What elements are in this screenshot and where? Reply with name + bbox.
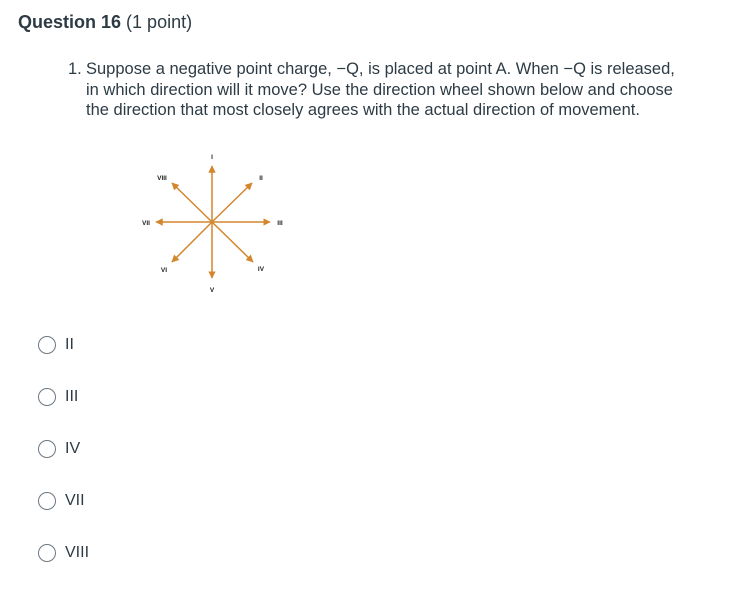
answer-label: IV: [65, 440, 81, 457]
radio-button[interactable]: [38, 336, 56, 354]
answer-option-iv[interactable]: [38, 438, 89, 460]
answer-option-iii[interactable]: [38, 386, 89, 408]
question-text: [68, 59, 678, 121]
wheel-label-VIII: VIII: [157, 175, 167, 182]
wheel-label-IV: IV: [257, 266, 265, 273]
question-body: Suppose a negative point charge, −Q, is placed at point A. When −Q is released, in which direction will it move? Use the direction wheel shown below and choose the direction that most closely agrees with the actual direction of movement.: [86, 60, 675, 119]
radio-button[interactable]: [38, 440, 56, 458]
question-points: (1 point): [126, 12, 193, 32]
answer-option-viii[interactable]: [38, 542, 89, 564]
answer-label: III: [65, 388, 79, 405]
arrow-VIII: [172, 183, 212, 222]
wheel-label-VI: VI: [160, 267, 168, 274]
arrow-II: [212, 183, 252, 222]
question-header: [18, 12, 192, 33]
question-title: Question 16: [18, 12, 122, 32]
arrow-IV: [212, 222, 253, 262]
answer-option-vii[interactable]: [38, 490, 89, 512]
question-number: 1.: [68, 60, 82, 78]
wheel-label-I: I: [211, 154, 213, 161]
answer-list: [38, 334, 89, 594]
answer-label: VIII: [65, 544, 90, 561]
wheel-label-II: II: [259, 175, 263, 182]
radio-button[interactable]: [38, 544, 56, 562]
answer-label: II: [65, 336, 74, 353]
radio-button[interactable]: [38, 388, 56, 406]
answer-option-ii[interactable]: [38, 334, 89, 356]
arrow-VI: [172, 222, 212, 262]
wheel-label-V: V: [209, 287, 215, 294]
wheel-label-III: III: [277, 220, 283, 227]
wheel-label-VII: VII: [142, 220, 150, 227]
radio-button[interactable]: [38, 492, 56, 510]
direction-wheel: [130, 145, 300, 300]
answer-label: VII: [65, 492, 85, 509]
